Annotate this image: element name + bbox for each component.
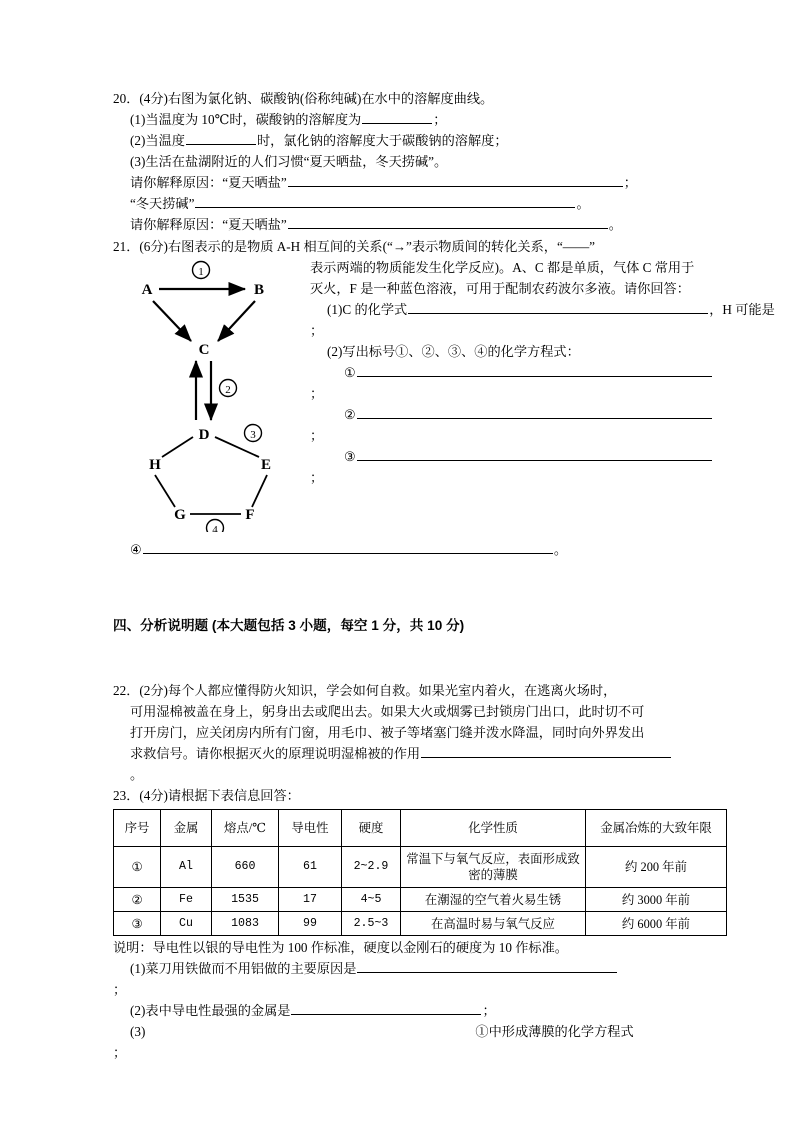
cell-chemical: 在高温时易与氧气反应: [401, 912, 586, 936]
cell-metal: Cu: [161, 912, 212, 936]
cell-hardness: 2~2.9: [342, 847, 401, 888]
q20-reason-winter-blank[interactable]: [195, 193, 575, 208]
q21-eq4-label: ④: [130, 542, 142, 557]
th-era: 金属冶炼的大致年限: [586, 810, 727, 847]
q21-eq3-label: ③: [344, 449, 356, 464]
question-23: [113, 785, 712, 1063]
svg-text:C: C: [198, 342, 210, 358]
cell-index: ①: [114, 847, 161, 888]
question-20: [113, 88, 693, 235]
th-index: 序号: [114, 810, 161, 847]
q23-stem: 23．(4分)请根据下表信息回答：: [113, 788, 300, 803]
q20-reason-summer-2: [113, 214, 693, 235]
svg-text:1: 1: [198, 266, 204, 278]
q20-reason-summer-2-tail: 。: [608, 217, 622, 232]
q20-reason-winter: [113, 193, 693, 214]
svg-text:2: 2: [225, 384, 231, 396]
q21-text-column: [310, 257, 775, 320]
question-21: [113, 236, 775, 560]
q23-sub1: [113, 958, 693, 979]
cell-melting: 1083: [212, 912, 279, 936]
q21-eq3-blank[interactable]: [357, 446, 712, 461]
q20-sub2: [113, 130, 693, 151]
cell-index: ②: [114, 888, 161, 912]
svg-text:H: H: [149, 457, 161, 473]
cell-era: 约 3000 年前: [586, 888, 727, 912]
cell-metal: Al: [161, 847, 212, 888]
svg-text:A: A: [141, 282, 153, 298]
q23-sub3-text: ①中形成薄膜的化学方程式: [475, 1024, 634, 1039]
q20-sub2-blank[interactable]: [186, 130, 256, 145]
q23-sub3: [113, 1021, 693, 1042]
q23-sub2-label: (2)表中导电性最强的金属是: [130, 1003, 291, 1018]
q20-sub1-text: (1)当温度为 10℃时，碳酸钠的溶解度为: [130, 112, 362, 127]
svg-text:E: E: [260, 457, 272, 473]
q20-sub1-tail: ；: [433, 112, 447, 127]
q23-sub1-label: (1)菜刀用铁做而不用铝做的主要原因是: [130, 961, 357, 976]
q21-body: [113, 257, 775, 537]
th-hardness: 硬度: [342, 810, 401, 847]
q21-stem-line2: 表示两端的物质能发生化学反应)。A、C 都是单质，气体 C 常用于: [310, 260, 695, 275]
q20-reason-summer-blank[interactable]: [288, 172, 623, 187]
q20-sub1: [113, 109, 693, 130]
q23-sub1-semicolon: ；: [113, 982, 127, 997]
q21-eq1-blank[interactable]: [357, 362, 712, 377]
svg-text:F: F: [245, 507, 255, 523]
svg-text:3: 3: [250, 429, 256, 441]
q21-eq1: [310, 362, 693, 383]
table-row: [114, 912, 727, 936]
cell-melting: 1535: [212, 888, 279, 912]
mark-3: [245, 425, 262, 442]
th-melting: 熔点/℃: [212, 810, 279, 847]
q20-sub3: (3)生活在盐湖附近的人们习惯“夏天晒盐，冬天捞碱”。: [130, 154, 448, 169]
table-row: [114, 888, 727, 912]
cell-metal: Fe: [161, 888, 212, 912]
q22-line4-text: 求救信号。请你根据灭火的原理说明湿棉被的作用: [130, 746, 421, 761]
q21-stem-line1: 21．(6分)右图表示的是物质 A-H 相互间的关系(“→”表示物质间的转化关系，“——”: [113, 239, 596, 254]
q21-sub2: (2)写出标号①、②、③、④的化学方程式：: [327, 344, 580, 359]
svg-text:G: G: [174, 507, 186, 523]
q21-eq1-label: ①: [344, 365, 356, 380]
th-conductivity: 导电性: [279, 810, 342, 847]
svg-text:D: D: [198, 427, 210, 443]
q21-sub1-blank[interactable]: [408, 299, 708, 314]
q21-eq2-wrap: [310, 404, 693, 425]
q23-sub3-label: (3): [130, 1024, 146, 1039]
q21-eq2: [310, 404, 693, 425]
svg-text:B: B: [253, 282, 265, 298]
q21-stem-line3: 灭火，F 是一种蓝色溶液，可用于配制农药波尔多液。请你回答：: [310, 281, 690, 296]
q23-sub1-blank[interactable]: [357, 958, 617, 973]
q22-line3: 打开房门，应关闭房内所有门窗，用毛巾、被子等堵塞门缝并泼水降温，同时向外界发出: [130, 725, 645, 740]
q23-note: 说明：导电性以银的导电性为 100 作标准，硬度以金刚石的硬度为 10 作标准。: [113, 940, 568, 955]
q20-reason-summer: [113, 172, 693, 193]
q23-sub3-semicolon: ；: [113, 1045, 127, 1060]
q20-reason-summer-2-blank[interactable]: [288, 214, 608, 229]
q22-line2: 可用湿棉被盖在身上，躬身出去或爬出去。如果大火或烟雾已封锁房门出口，此时切不可: [130, 704, 645, 719]
q21-sub2-wrap: [310, 341, 693, 383]
table-header-row: [114, 810, 727, 847]
q23-sub2: [113, 1000, 693, 1021]
cell-melting: 660: [212, 847, 279, 888]
q20-sub2-tail: 时，氯化钠的溶解度大于碳酸钠的溶解度；: [256, 133, 508, 148]
q20-reason-winter-tail: 。: [576, 196, 590, 211]
q21-eq4-blank[interactable]: [143, 539, 553, 554]
q21-eq4: [113, 539, 693, 560]
q21-eq2-blank[interactable]: [357, 404, 712, 419]
q21-sub1-semicolon: ；: [310, 323, 324, 338]
q23-sub2-tail: ；: [482, 1003, 496, 1018]
mark-2: [220, 380, 237, 397]
q20-reason-summer-tail: ；: [623, 175, 637, 190]
q21-eq3-semicolon: ；: [310, 470, 324, 485]
cell-chemical: 在潮湿的空气着火易生锈: [401, 888, 586, 912]
cell-conductivity: 17: [279, 888, 342, 912]
th-chemical: 化学性质: [401, 810, 586, 847]
q21-eq4-tail: 。: [553, 542, 568, 557]
cell-era: 约 200 年前: [586, 847, 727, 888]
q21-eq2-label: ②: [344, 407, 356, 422]
q22-answer-blank[interactable]: [421, 743, 671, 758]
cell-hardness: 2.5~3: [342, 912, 401, 936]
cell-hardness: 4~5: [342, 888, 401, 912]
mark-4: [207, 520, 224, 533]
q22-line1: 22．(2分)每个人都应懂得防火知识，学会如何自救。如果光室内着火，在逃离火场时，: [113, 683, 617, 698]
table-row: [114, 847, 727, 888]
cell-chemical: 常温下与氧气反应，表面形成致密的薄膜: [401, 847, 586, 888]
cell-conductivity: 99: [279, 912, 342, 936]
q21-sub1-label: (1)C 的化学式: [327, 302, 408, 317]
cell-index: ③: [114, 912, 161, 936]
page-content: [113, 88, 775, 1063]
q21-eq2-semicolon: ；: [310, 428, 324, 443]
q21-eq1-semicolon: ；: [310, 386, 324, 401]
q21-eq3: [310, 446, 693, 467]
metals-table: [113, 809, 727, 936]
q22-line4: [113, 743, 693, 764]
th-metal: 金属: [161, 810, 212, 847]
q21-eq3-wrap: [310, 446, 693, 467]
mark-1: [193, 262, 210, 279]
cell-conductivity: 61: [279, 847, 342, 888]
q20-reason-winter-label: “冬天捞碱”: [130, 196, 195, 211]
cell-era: 约 6000 年前: [586, 912, 727, 936]
question-22: [113, 680, 693, 785]
q20-stem: 20．(4分)右图为氯化钠、碳酸钠(俗称纯碱)在水中的溶解度曲线。: [113, 91, 494, 106]
substance-relation-diagram: [133, 257, 308, 532]
q23-sub2-blank[interactable]: [291, 1000, 481, 1015]
q20-sub1-blank[interactable]: [362, 109, 432, 124]
section-4-heading: 四、分析说明题 (本大题包括 3 小题，每空 1 分，共 10 分): [113, 618, 465, 633]
svg-text:4: 4: [212, 524, 218, 532]
q22-end-punct: 。: [130, 767, 144, 782]
q20-reason-summer-label: 请你解释原因：“夏天晒盐”: [130, 175, 287, 190]
q20-sub2-text: (2)当温度: [130, 133, 185, 148]
q21-sub1: [310, 299, 775, 320]
q21-sub1-tail: ，H 可能是: [709, 302, 775, 317]
q20-reason-summer-2-label: 请你解释原因：“夏天晒盐”: [130, 217, 287, 232]
